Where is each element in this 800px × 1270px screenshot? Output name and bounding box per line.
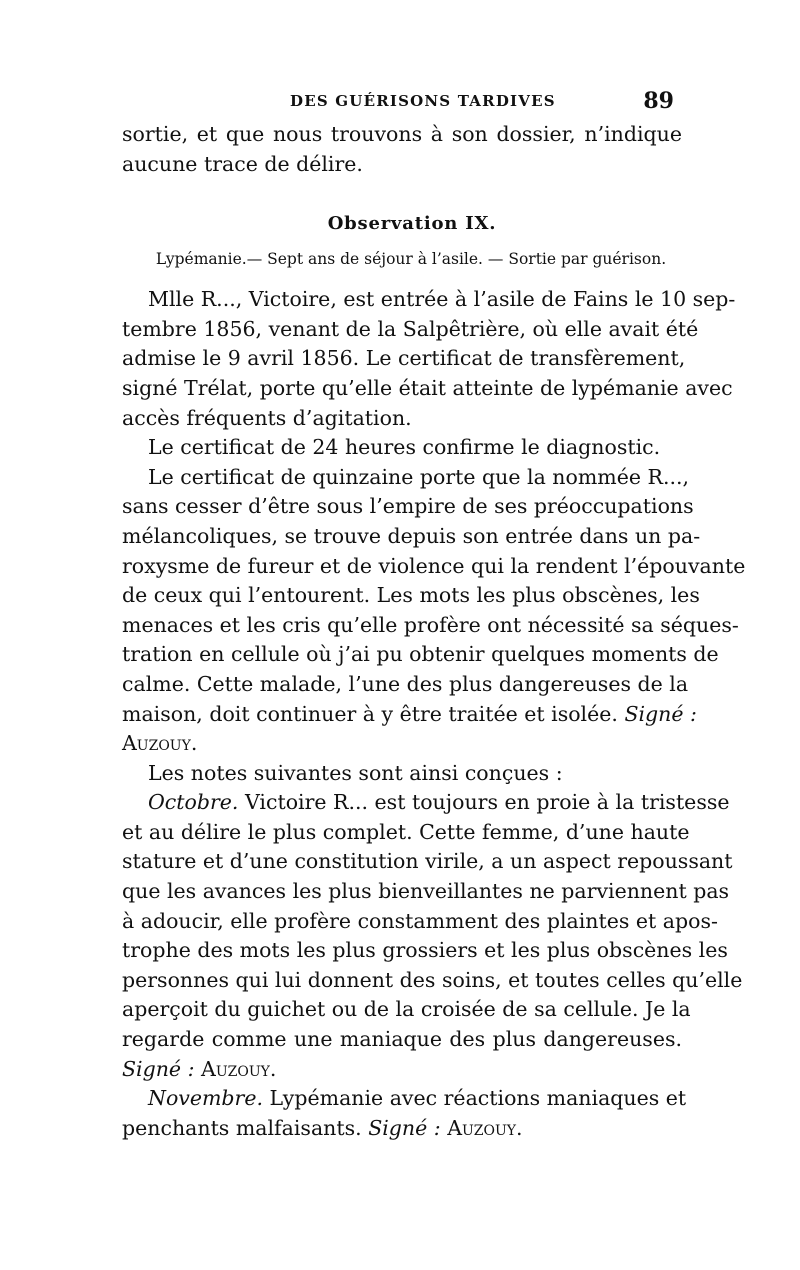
line-text: Lypémanie avec réactions maniaques et: [269, 1086, 687, 1111]
running-title: DES GUÉRISONS TARDIVES: [290, 92, 556, 110]
signed-label: Signé :: [624, 701, 697, 726]
text-line: sortie, et que nous trouvons à son dossier, n’indique: [122, 122, 682, 146]
text-line: roxysme de fureur et de violence qui la rendent l’épouvante: [122, 553, 746, 578]
text-line: [122, 1114, 682, 1144]
observation-summary: Lypémanie.— Sept ans de séjour à l’asile. — Sortie par guérison.: [155, 250, 667, 269]
text-line: [122, 1055, 682, 1085]
text-line: admise le 9 avril 1856. Le certificat de transfèrement,: [122, 346, 686, 371]
text-line: [122, 788, 730, 818]
text-line: personnes qui lui donnent des soins, et toutes celles qu’elle: [122, 967, 743, 992]
text-line: Les notes suivantes sont ainsi conçues :: [148, 760, 563, 785]
signer-name: Auzouy.: [447, 1115, 523, 1140]
month-label: Novembre.: [148, 1086, 264, 1111]
text-line: Le certificat de 24 heures confirme le diagnostic.: [148, 435, 661, 460]
text-line: regarde comme une maniaque des plus dangereuses.: [122, 1027, 682, 1052]
paragraph-admission: [122, 285, 736, 433]
observation-title: Observation IX.: [327, 213, 497, 235]
text-line: aperçoit du guichet ou de la croisée de sa cellule. Je la: [122, 997, 691, 1022]
text-line: à adoucir, elle profère constamment des plaintes et apos-: [122, 908, 718, 933]
text-line: et au délire le plus complet. Cette femme, d’une haute: [122, 819, 690, 844]
text-line: menaces et les cris qu’elle profère ont nécessité sa séques-: [122, 612, 739, 637]
text-line: [122, 1084, 687, 1114]
text-line: que les avances les plus bienveillantes ne parviennent pas: [122, 879, 730, 904]
signer-name: Auzouy.: [122, 731, 198, 756]
text-line: trophe des mots les plus grossiers et les plus obscènes les: [122, 938, 728, 963]
line-text: penchants malfaisants.: [122, 1115, 362, 1140]
running-head: [120, 88, 680, 116]
paragraph-november-note: [122, 1084, 687, 1143]
text-line: tembre 1856, venant de la Salpêtrière, où elle avait été: [122, 316, 699, 341]
paragraph-quinzaine-certificate: [122, 463, 746, 759]
text-line: signé Trélat, porte qu’elle était atteinte de lypémanie avec: [122, 375, 733, 400]
paragraph-notes-intro: [122, 759, 682, 789]
text-line: sans cesser d’être sous l’empire de ses préoccupations: [122, 494, 694, 519]
text-line: mélancoliques, se trouve depuis son entrée dans un pa-: [122, 523, 701, 548]
line-text: maison, doit continuer à y être traitée et isolée.: [122, 701, 618, 726]
paragraph-october-note: [122, 788, 743, 1084]
signed-label: Signé :: [122, 1056, 195, 1081]
text-line: calme. Cette malade, l’une des plus dangereuses de la: [122, 671, 689, 696]
text-line: Mlle R..., Victoire, est entrée à l’asile de Fains le 10 sep-: [148, 287, 736, 312]
body-text: [122, 120, 746, 1143]
text-line: tration en cellule où j’ai pu obtenir quelques moments de: [122, 642, 719, 667]
text-line: aucune trace de délire.: [122, 151, 363, 176]
month-label: Octobre.: [148, 790, 239, 815]
text-line: de ceux qui l’entourent. Les mots les plus obscènes, les: [122, 583, 700, 608]
signer-name: Auzouy.: [201, 1056, 277, 1081]
text-line: [122, 700, 697, 730]
intro-paragraph: [122, 120, 682, 179]
page-number: 89: [643, 88, 674, 114]
text-line: accès fréquents d’agitation.: [122, 405, 412, 430]
paragraph-24h-certificate: [122, 433, 682, 463]
text-line: Le certificat de quinzaine porte que la nommée R...,: [148, 464, 690, 489]
signed-label: Signé :: [368, 1115, 441, 1140]
text-line: stature et d’une constitution virile, a un aspect repoussant: [122, 849, 733, 874]
line-text: Victoire R... est toujours en proie à la tristesse: [244, 790, 730, 815]
